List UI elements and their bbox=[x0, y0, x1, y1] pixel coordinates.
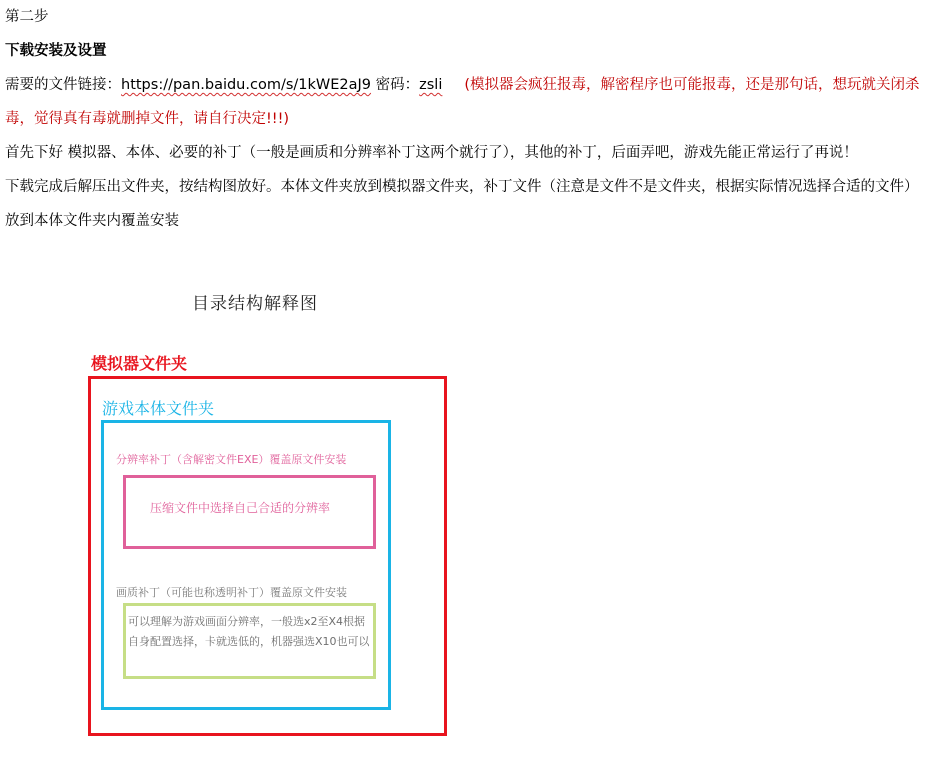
step-label: 第二步 bbox=[5, 9, 49, 25]
link-paragraph bbox=[5, 68, 923, 136]
paragraph-prepare: 首先下好 模拟器、本体、必要的补丁（一般是画质和分辨率补丁这两个就行了），其他的补丁，后面弄吧，游戏先能正常运行了再说！ bbox=[5, 145, 858, 161]
quality-patch-note: 可以理解为游戏画面分辨率，一般选x2至X4根据自身配置选择，卡就选低的，机器强选X10也可以 bbox=[128, 615, 370, 648]
antivirus-warning: (模拟器会疯狂报毒，解密程序也可能报毒，还是那句话，想玩就关闭杀毒，觉得真有毒就删掉文件，请自行决定!!!) bbox=[5, 77, 920, 127]
link-prefix: 需要的文件链接： bbox=[5, 77, 121, 93]
password-value: zsli bbox=[419, 77, 443, 93]
resolution-patch-note: 压缩文件中选择自己合适的分辨率 bbox=[150, 501, 331, 515]
password-label: 密码： bbox=[375, 77, 420, 93]
paragraph-install: 下载完成后解压出文件夹，按结构图放好。本体文件夹放到模拟器文件夹，补丁文件（注意是文件不是文件夹，根据实际情况选择合适的文件）放到本体文件夹内覆盖安装 bbox=[5, 179, 919, 229]
game-folder-label: 游戏本体文件夹 bbox=[102, 399, 215, 418]
document-body bbox=[5, 0, 923, 238]
diagram-title: 目录结构解释图 bbox=[192, 294, 318, 314]
emulator-folder-label: 模拟器文件夹 bbox=[91, 354, 188, 373]
quality-patch-label: 画质补丁（可能也称透明补丁）覆盖原文件安装 bbox=[116, 586, 347, 599]
resolution-patch-label: 分辨率补丁（含解密文件EXE）覆盖原文件安装 bbox=[116, 453, 347, 466]
section-heading: 下载安装及设置 bbox=[5, 43, 107, 59]
download-link[interactable]: https://pan.baidu.com/s/1kWE2aJ9 bbox=[121, 77, 372, 93]
